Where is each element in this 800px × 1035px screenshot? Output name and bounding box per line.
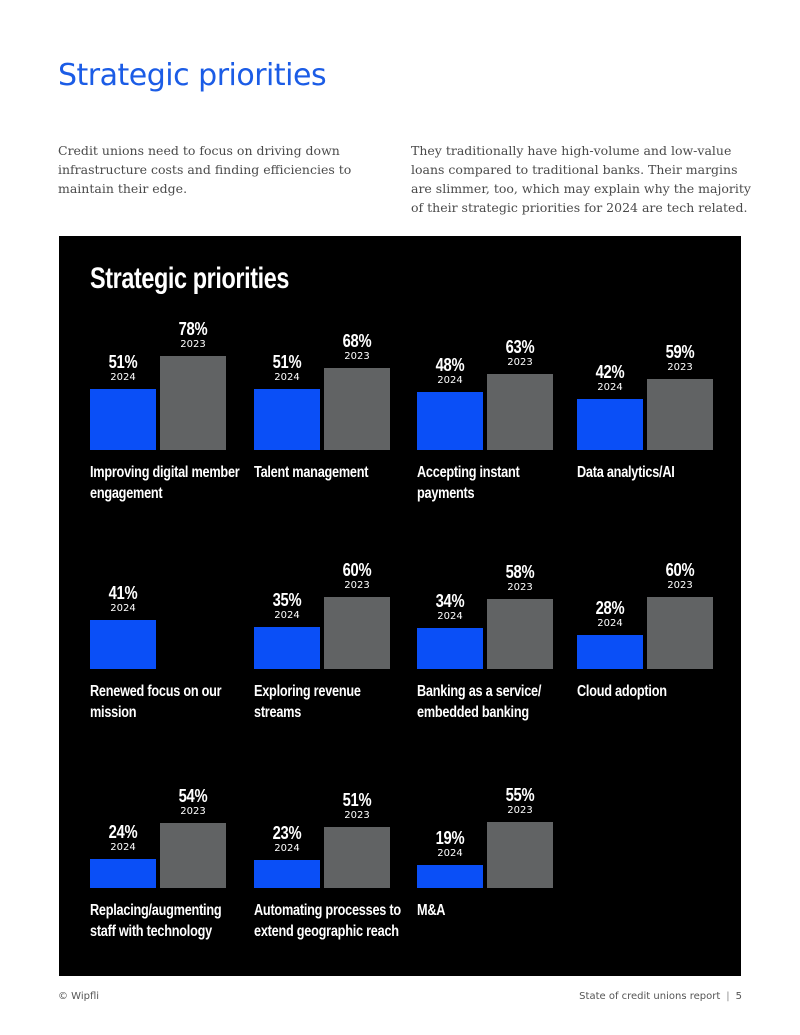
series-label: 2024 xyxy=(110,602,136,614)
data-label: 51% xyxy=(342,789,372,810)
series-label: 2024 xyxy=(437,375,463,387)
data-label: 78% xyxy=(178,319,208,340)
series-label: 2024 xyxy=(274,843,300,855)
chart-cell xyxy=(417,541,577,761)
series-label: 2024 xyxy=(437,848,463,860)
bar-2024 xyxy=(577,635,643,669)
page-number: 5 xyxy=(735,991,742,1002)
bar-2023 xyxy=(160,356,226,450)
bar-plot xyxy=(417,541,577,669)
bar-2024 xyxy=(254,389,320,450)
chart-cell xyxy=(254,760,414,980)
chart-cell xyxy=(417,760,577,980)
chart-title: Strategic priorities xyxy=(90,262,289,295)
series-label: 2024 xyxy=(597,618,623,630)
data-label: 42% xyxy=(595,362,625,383)
footer-report-title: State of credit unions report xyxy=(579,991,721,1002)
bar-2023 xyxy=(487,822,553,888)
data-label: 59% xyxy=(665,341,695,362)
bar-plot xyxy=(90,760,250,888)
data-label: 60% xyxy=(342,559,372,580)
series-label: 2023 xyxy=(180,805,206,817)
intro-paragraph-right: They traditionally have high-volume and low-value loans compared to traditional banks. Their margins are slimmer, too, which may explain why the majority of their strategic priorities for 2024 are tech related. xyxy=(411,143,751,215)
chart-cell xyxy=(417,322,577,542)
chart-cell xyxy=(90,319,250,542)
footer-separator: | xyxy=(726,991,730,1002)
bar-2024 xyxy=(254,627,320,669)
category-label: Talent management xyxy=(254,464,369,481)
series-label: 2023 xyxy=(507,804,533,816)
data-label: 55% xyxy=(505,784,535,805)
data-label: 58% xyxy=(505,562,535,583)
data-label: 41% xyxy=(108,582,138,603)
footer-report xyxy=(579,991,742,1002)
data-label: 54% xyxy=(178,785,208,806)
data-label: 48% xyxy=(435,355,465,376)
bar-plot xyxy=(577,322,737,450)
bar-2024 xyxy=(417,628,483,669)
category-label: Exploring revenue streams xyxy=(254,683,361,721)
bar-plot xyxy=(254,760,414,888)
category-label: Automating processes to extend geographic reach xyxy=(254,902,401,940)
series-label: 2023 xyxy=(667,361,693,373)
series-label: 2024 xyxy=(437,611,463,623)
data-label: 23% xyxy=(272,823,302,844)
series-label: 2024 xyxy=(597,382,623,394)
bar-2024 xyxy=(90,859,156,888)
bar-plot xyxy=(417,322,577,450)
chart-cell xyxy=(577,541,737,761)
data-label: 68% xyxy=(342,331,372,352)
data-label: 63% xyxy=(505,337,535,358)
chart-cell xyxy=(254,541,414,761)
bar-2023 xyxy=(487,599,553,669)
series-label: 2024 xyxy=(110,842,136,854)
intro-paragraph-left: Credit unions need to focus on driving down infrastructure costs and finding efficiencies to maintain their edge. xyxy=(58,143,352,196)
series-label: 2023 xyxy=(344,351,370,363)
chart-cell xyxy=(254,322,414,542)
data-label: 24% xyxy=(108,822,138,843)
chart-cell xyxy=(577,322,737,542)
bar-2024 xyxy=(254,860,320,888)
series-label: 2023 xyxy=(507,357,533,369)
chart-panel xyxy=(59,236,741,976)
footer-copyright: © Wipfli xyxy=(58,991,100,1002)
series-label: 2024 xyxy=(274,371,300,383)
series-label: 2023 xyxy=(180,339,206,350)
series-label: 2023 xyxy=(667,579,693,591)
series-label: 2023 xyxy=(344,579,370,591)
chart-cell xyxy=(90,760,250,980)
category-label: Replacing/augmenting staff with technology xyxy=(90,902,222,940)
category-label: Renewed focus on our mission xyxy=(90,683,222,721)
bar-2024 xyxy=(417,865,483,888)
series-label: 2023 xyxy=(507,582,533,594)
bar-2023 xyxy=(324,368,390,450)
bar-plot xyxy=(90,319,250,450)
bar-2023 xyxy=(647,597,713,669)
data-label: 19% xyxy=(435,828,465,849)
data-label: 35% xyxy=(272,589,302,610)
series-label: 2024 xyxy=(274,609,300,621)
bar-plot xyxy=(90,541,250,669)
category-label: Improving digital member engagement xyxy=(90,464,240,502)
bar-2024 xyxy=(577,399,643,450)
data-label: 34% xyxy=(435,591,465,612)
bar-plot xyxy=(577,541,737,669)
data-label: 60% xyxy=(665,559,695,580)
bar-2024 xyxy=(417,392,483,450)
chart-cell xyxy=(90,541,250,761)
bar-2024 xyxy=(90,620,156,669)
bar-plot xyxy=(254,322,414,450)
bar-plot xyxy=(417,760,577,888)
data-label: 51% xyxy=(108,351,138,372)
category-label: Cloud adoption xyxy=(577,683,667,700)
category-label: Accepting instant payments xyxy=(417,464,520,502)
bar-2023 xyxy=(324,597,390,669)
bar-2023 xyxy=(487,374,553,450)
bar-2023 xyxy=(324,827,390,888)
series-label: 2023 xyxy=(344,809,370,821)
category-label: Data analytics/AI xyxy=(577,464,675,481)
bar-2024 xyxy=(90,389,156,450)
data-label: 51% xyxy=(272,351,302,372)
category-label: M&A xyxy=(417,902,446,919)
series-label: 2024 xyxy=(110,371,136,383)
bar-2023 xyxy=(160,823,226,888)
bar-plot xyxy=(254,541,414,669)
category-label: Banking as a service/ embedded banking xyxy=(417,683,542,721)
page-title: Strategic priorities xyxy=(58,58,327,93)
data-label: 28% xyxy=(595,598,625,619)
bar-2023 xyxy=(647,379,713,450)
